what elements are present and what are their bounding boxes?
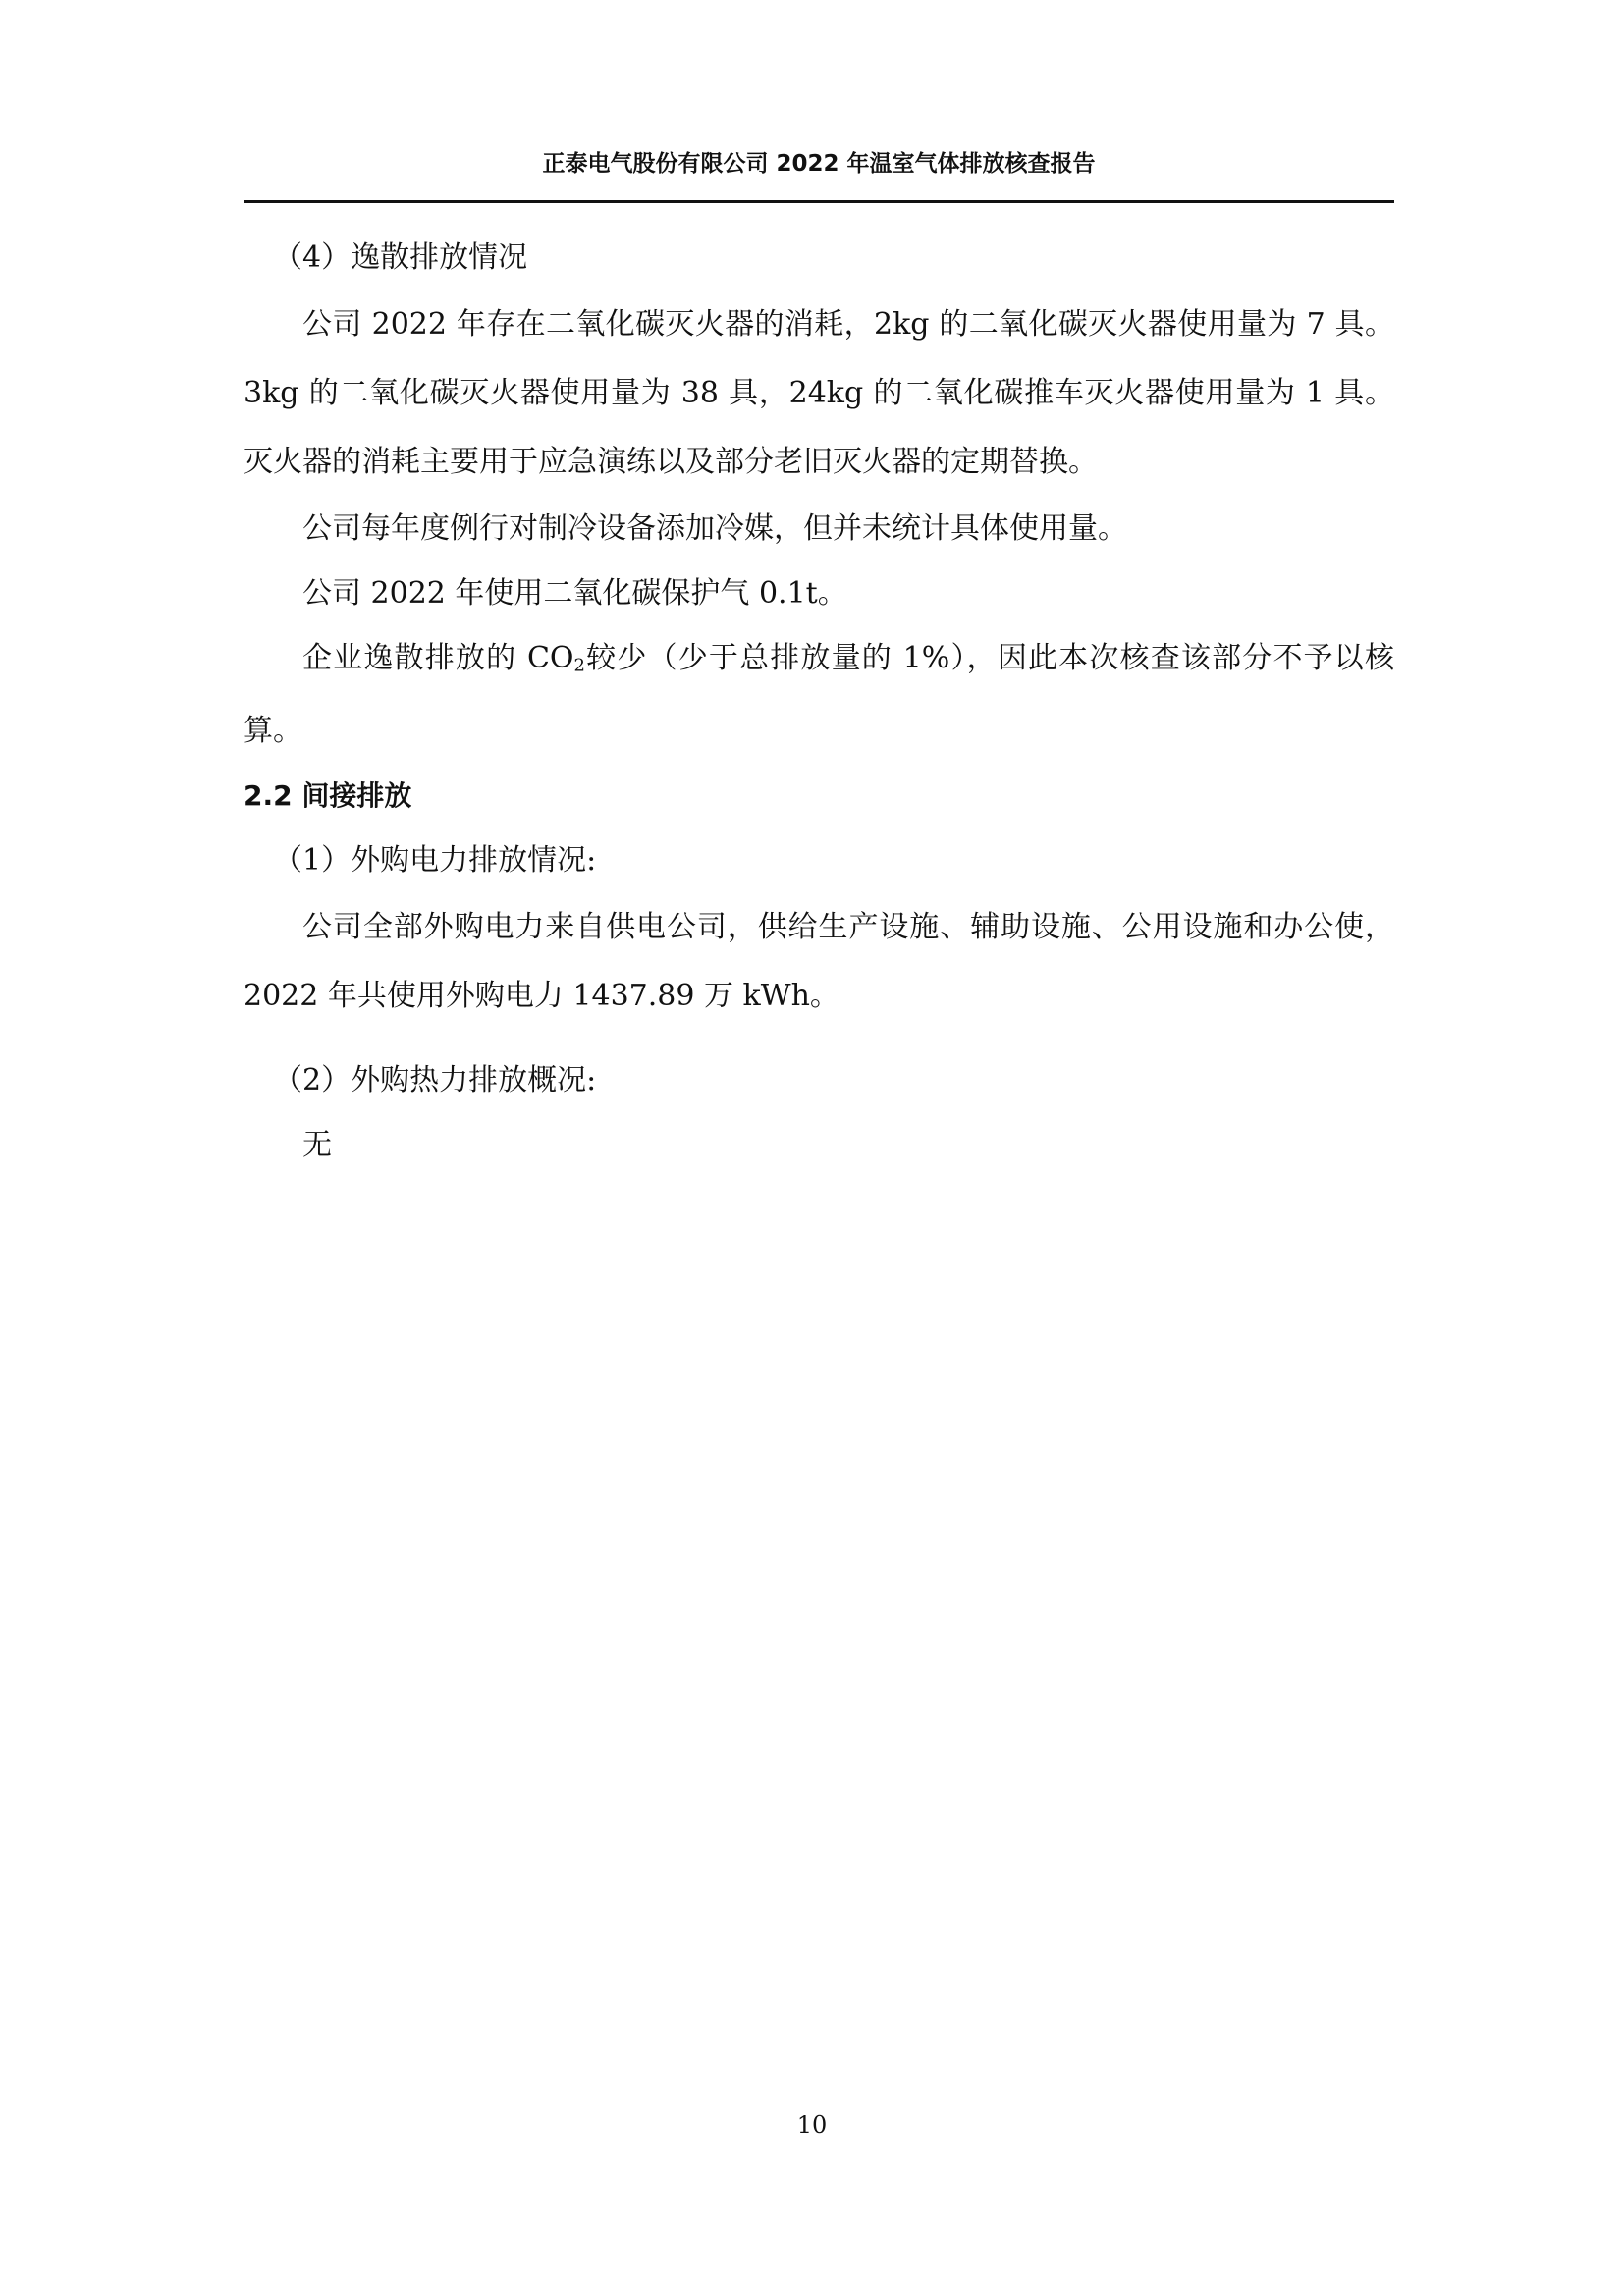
header-divider <box>244 200 1394 203</box>
electricity-paragraph: 公司全部外购电力来自供电公司，供给生产设施、辅助设施、公用设施和办公使，2022 年共使用外购电力 1437.89 万 kWh。 <box>244 909 1394 1013</box>
fugitive-paragraph-refrigerant: 公司每年度例行对制冷设备添加冷媒，但并未统计具体使用量。 <box>302 511 1127 546</box>
heat-heading: （2）外购热力排放概况: <box>273 1062 597 1097</box>
spacer <box>244 1031 1394 1048</box>
page-header-title: 正泰电气股份有限公司 2022 年温室气体排放核查报告 <box>542 151 1096 177</box>
co2-subscript: 2 <box>573 655 585 676</box>
electricity-heading: （1）外购电力排放情况: <box>273 842 597 878</box>
fugitive-paragraph-extinguishers: 公司 2022 年存在二氧化碳灭火器的消耗，2kg 的二氧化碳灭火器使用量为 7 具。3kg 的二氧化碳灭火器使用量为 38 具，24kg 的二氧化碳推车灭火器使用量为 1 具。灭火器的消耗主要用于应急演练以及部分老旧灭火器的定期替换。 <box>244 307 1394 479</box>
fugitive-emissions-heading: （4）逸散排放情况 <box>273 240 528 275</box>
section-title-indirect-emissions: 2.2 间接排放 <box>244 778 412 812</box>
fugitive-paragraph-shielding-gas: 公司 2022 年使用二氧化碳保护气 0.1t。 <box>302 576 847 611</box>
page-content <box>244 226 1394 1178</box>
page-number: 10 <box>796 2111 828 2139</box>
heat-paragraph: 无 <box>302 1127 332 1162</box>
fugitive-paragraph-conclusion <box>244 626 1394 764</box>
conclusion-text: 较少（少于总排放量的 1%），因此本次核查该部分不予以核算。 <box>244 641 1394 748</box>
co2-text: 企业逸散排放的 CO <box>302 641 574 675</box>
